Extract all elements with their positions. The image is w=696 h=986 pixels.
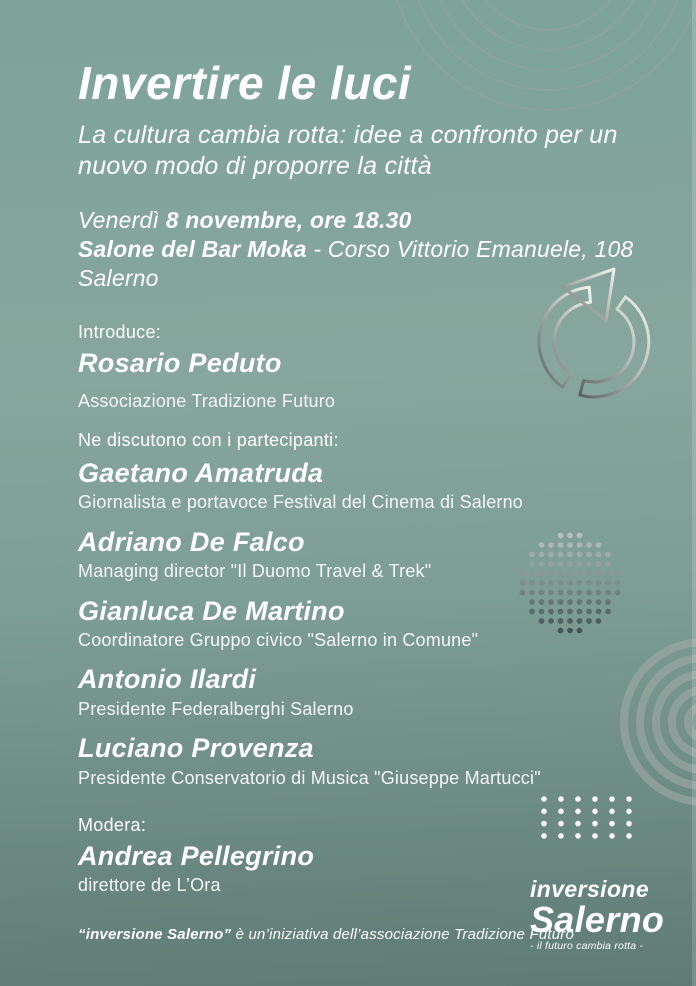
- event-venue-line: Salone del Bar Moka - Corso Vittorio Emanuele, 108: [78, 235, 634, 262]
- participants-list: [78, 457, 541, 801]
- logo-line1: inversione: [530, 876, 650, 902]
- introduce-label: Introduce:: [78, 322, 162, 342]
- logo-tagline: - il futuro cambia rotta -: [530, 940, 644, 952]
- event-city-line: Salerno: [78, 264, 159, 291]
- participant-item: [78, 595, 541, 653]
- moderator-role: direttore de L’Ora: [78, 875, 221, 896]
- participant-role: Presidente Federalberghi Salerno: [78, 698, 354, 719]
- participant-name: Gaetano Amatruda: [78, 458, 324, 488]
- inversione-salerno-logo: [530, 878, 664, 952]
- moderator-label: Modera:: [78, 815, 147, 835]
- poster-title: Invertire le luci: [78, 57, 412, 109]
- moderator-block: [78, 815, 314, 898]
- moderator-name: Andrea Pellegrino: [78, 841, 315, 871]
- participant-item: [78, 526, 541, 584]
- event-details: [78, 206, 633, 293]
- participant-item: [78, 732, 541, 790]
- participant-item: [78, 663, 541, 721]
- introducer-role: Associazione Tradizione Futuro: [78, 391, 336, 411]
- participant-name: Adriano De Falco: [78, 526, 305, 557]
- dots-grid-decoration: [541, 796, 632, 839]
- participant-role: Coordinatore Gruppo civico "Salerno in Comune": [78, 629, 479, 650]
- event-date-line: Venerdì 8 novembre, ore 18.30: [78, 207, 412, 233]
- panel-label: Ne discutono con i partecipanti:: [78, 430, 339, 450]
- participant-role: Giornalista e portavoce Festival del Cinema di Salerno: [78, 492, 524, 513]
- footer-note: “inversione Salerno” è un’iniziativa dell’associazione Tradizione Futuro: [78, 926, 575, 943]
- arcs-top-right-decoration: [390, 0, 696, 110]
- participant-role: Presidente Conservatorio di Musica "Giuseppe Martucci": [78, 767, 541, 788]
- poster-subtitle: La cultura cambia rotta: idee a confronto per un nuovo modo di proporre la città: [78, 121, 618, 181]
- participant-name: Antonio Ilardi: [78, 664, 257, 695]
- participant-name: Gianluca De Martino: [78, 595, 345, 626]
- introducer-name: Rosario Peduto: [78, 348, 282, 378]
- right-edge-band: [692, 0, 696, 986]
- concentric-rings-decoration: [624, 642, 696, 802]
- participant-item: [78, 457, 541, 515]
- logo-line2: Salerno: [530, 899, 665, 940]
- participant-name: Luciano Provenza: [78, 733, 314, 764]
- participant-role: Managing director "Il Duomo Travel & Trek": [78, 561, 432, 582]
